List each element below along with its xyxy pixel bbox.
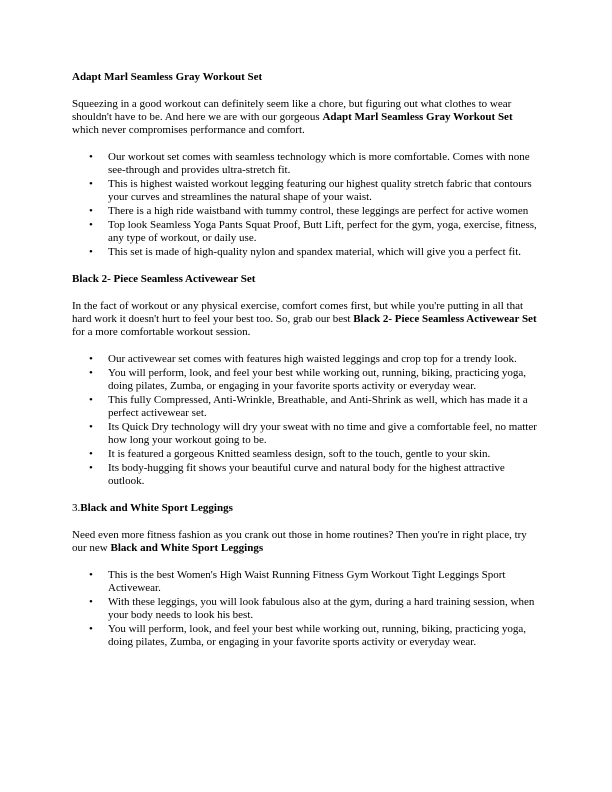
list-item <box>72 367 542 393</box>
list-item <box>72 569 542 595</box>
bullet-icon: • <box>89 596 93 608</box>
feature-list <box>72 151 542 259</box>
section-number: 3. <box>72 502 81 514</box>
list-item-text: There is a high ride waistband with tummy control, these leggings are perfect for active women <box>108 205 529 217</box>
intro-text-end: for a more comfortable workout session. <box>72 326 251 338</box>
list-item-text: This set is made of high-quality nylon and spandex material, which will give you a perfect fit. <box>108 246 522 258</box>
section-black-2-piece-set <box>72 273 542 488</box>
list-item <box>72 205 542 218</box>
section-intro <box>72 529 542 555</box>
bullet-icon: • <box>89 623 93 635</box>
feature-list <box>72 353 542 488</box>
list-item <box>72 462 542 488</box>
section-heading: Adapt Marl Seamless Gray Workout Set <box>72 71 263 83</box>
bullet-icon: • <box>89 353 93 365</box>
list-item <box>72 596 542 622</box>
list-item <box>72 394 542 420</box>
list-item <box>72 219 542 245</box>
bullet-icon: • <box>89 394 93 406</box>
list-item-text: Our activewear set comes with features high waisted leggings and crop top for a trendy look. <box>108 353 517 365</box>
section-black-white-leggings <box>72 502 542 649</box>
list-item-text: It is featured a gorgeous Knitted seamless design, soft to the touch, gentle to your skin. <box>108 448 491 460</box>
list-item-text: You will perform, look, and feel your best while working out, running, biking, practicing yoga, doing pilates, Zumba, or engaging in your favorite sports activity or everyday wear. <box>108 623 527 648</box>
intro-text-end: which never compromises performance and comfort. <box>72 124 305 136</box>
list-item-text: You will perform, look, and feel your best while working out, running, biking, practicing yoga, doing pilates, Zumba, or engaging in your favorite sports activity or everyday wear. <box>108 367 527 392</box>
bullet-icon: • <box>89 219 93 231</box>
section-heading: Black 2- Piece Seamless Activewear Set <box>72 273 256 285</box>
bullet-icon: • <box>89 205 93 217</box>
bullet-icon: • <box>89 462 93 474</box>
intro-text: In the fact of workout or any physical exercise, comfort comes first, but while you're putting in all that hard work it doesn't hurt to feel your best too. So, grab our best <box>72 300 524 325</box>
intro-text: Need even more fitness fashion as you crank out those in home routines? Then you're in right place, try our new <box>72 529 527 554</box>
list-item <box>72 448 542 461</box>
bullet-icon: • <box>89 151 93 163</box>
list-item <box>72 151 542 177</box>
list-item-text: Our workout set comes with seamless technology which is more comfortable. Comes with none see-through and provides ultra-stretch fit. <box>108 151 530 176</box>
document-page <box>72 71 542 663</box>
section-intro <box>72 300 542 339</box>
section-intro <box>72 98 542 137</box>
list-item <box>72 246 542 259</box>
section-adapt-marl-set <box>72 71 542 259</box>
bullet-icon: • <box>89 178 93 190</box>
intro-product-name: Black 2- Piece Seamless Activewear Set <box>353 313 537 325</box>
bullet-icon: • <box>89 569 93 581</box>
list-item-text: Its Quick Dry technology will dry your sweat with no time and give a comfortable feel, no matter how long your workout going to be. <box>108 421 537 446</box>
intro-text: Squeezing in a good workout can definitely seem like a chore, but figuring out what clothes to wear shouldn't have to be. And here we are with our gorgeous <box>72 98 512 123</box>
list-item-text: This is highest waisted workout legging featuring our highest quality stretch fabric that contours your curves and streamlines the natural shape of your waist. <box>108 178 532 203</box>
list-item <box>72 421 542 447</box>
feature-list <box>72 569 542 649</box>
list-item-text: This is the best Women's High Waist Running Fitness Gym Workout Tight Leggings Sport Activewear. <box>108 569 506 594</box>
list-item-text: Its body-hugging fit shows your beautiful curve and natural body for the highest attractive outlook. <box>108 462 505 487</box>
bullet-icon: • <box>89 421 93 433</box>
intro-product-name: Black and White Sport Leggings <box>110 542 264 554</box>
list-item-text: With these leggings, you will look fabulous also at the gym, during a hard training session, when your body needs to look his best. <box>108 596 535 621</box>
bullet-icon: • <box>89 367 93 379</box>
list-item-text: This fully Compressed, Anti-Wrinkle, Breathable, and Anti-Shrink as well, which has made it a perfect activewear set. <box>108 394 528 419</box>
list-item-text: Top look Seamless Yoga Pants Squat Proof, Butt Lift, perfect for the gym, yoga, exercise, fitness, any type of workout, or daily use. <box>108 219 537 244</box>
list-item <box>72 353 542 366</box>
bullet-icon: • <box>89 448 93 460</box>
bullet-icon: • <box>89 246 93 258</box>
list-item <box>72 178 542 204</box>
list-item <box>72 623 542 649</box>
section-title: Black and White Sport Leggings <box>80 502 233 514</box>
section-heading <box>72 502 542 515</box>
intro-product-name: Adapt Marl Seamless Gray Workout Set <box>322 111 513 123</box>
